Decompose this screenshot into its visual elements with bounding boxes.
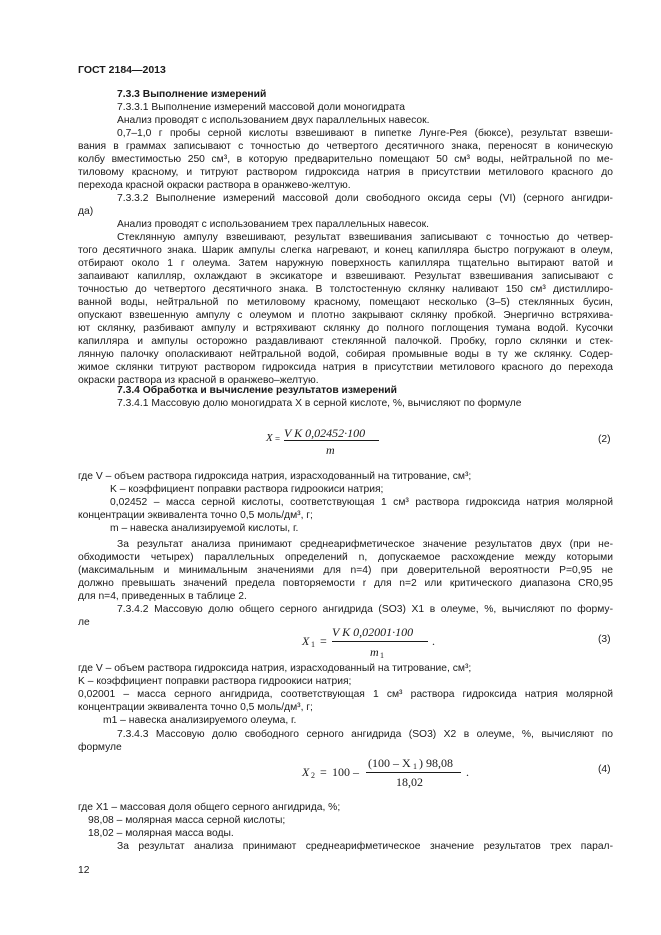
paragraph-line: колбу вместимостью 250 см³, в которую предварительно помещают 50 см³ воды, нейтральной по ме- <box>78 154 613 165</box>
paragraph-line: для n=4, приведенных в таблице 2. <box>78 591 247 602</box>
definition-line: 0,02452 – масса серной кислоты, соответствующая 1 см³ раствора гидроксида натрия молярной <box>110 497 613 508</box>
paragraph-line: ванной воды, нейтральной по метиловому красному, помещают несколько (3–5) стеклянных бусин, <box>78 297 613 308</box>
document-page: ГОСТ 2184—2013 7.3.3 Выполнение измерений 7.3.3.1 Выполнение измерений массовой доли моногидрата Анализ проводят с использованием двух параллельных навесок. 0,7–1,0 г пробы серной кислоты взвешивают в пипетке Лунге-Рея (бюксе), результат взвеши- вания в граммах записывают с точностью до четвертого десятичного знака, переносят в коническую колбу вместимостью 250 см³, в которую предварительно помещают 50 см³ воды, нейтральной по ме- тиловому красному, и титруют раствором гидроксида натрия в присутствии метилового красного до перехода красной окраски раствора в оранжево-желтую. 7.3.3.2 Выполнение измерений массовой доли свободного оксида серы (VI) (серного ангидри- да) Анализ проводят с использованием трех параллельных навесок. Стеклянную ампулу взвешивают, результат взвешивания записывают с точностью до четвер- того десятичного знака. Шарик ампулы слегка нагревают, и конец капилляра быстро погружают в олеум, отбирают около 1 г олеума. Затем наружную поверхность капилляра тщательно вытирают ватой и запаивают капилляр, охлаждают в эксикаторе и взвешивают. Результат взвешивания записывают с точностью до четвертого десятичного знака. В толстостенную склянку наливают 150 см³ дистиллиро- ванной воды, нейтральной по метиловому красному, помещают несколько (3–5) стеклянных бусин, опускают взвешенную ампулу с олеумом и плотно закрывают склянку пробкой. Энергично встряхива- ют склянку, разбивают ампулу и встряхивают склянку до полного поглощения тумана водой. Кусочки капилляра и ампулы осторожно раздавливают стеклянной палочкой. Пробку, горло склянки и стек- лянную палочку ополаскивают нейтральной водой, собирая промывные воды в ту же склянку. Содер- жимое склянки титруют раствором гидроксида натрия в присутствии метилового красного до перехода окраски раствора из красной в оранжево–желтую. 7.3.4 Обработка и вычисление результатов измерений 7.3.4.1 Массовую долю моногидрата X в серной кислоте, %, вычисляют по формуле X = V K 0,02452·100 m (2) где V – объем раствора гидроксида натрия, израсходованный на титрование, см³; K – коэффициент поправки раствора гидроокиси натрия; 0,02452 – масса серной кислоты, соответствующая 1 см³ раствора гидроксида натрия молярной концентрации эквивалента точно 0,5 моль/дм³, г; m – навеска анализируемой кислоты, г. За результат анализа принимают среднеарифметическое значение результатов двух (при не- обходимости четырех) параллельных определений n, допускаемое расхождение между которыми (максимальным и минимальным значениями для n=4) при доверительной вероятности P=0,95 не должно превышать значений предела повторяемости r для n=2 или критического диапазона CR0,95 для n=4, приведенных в таблице 2. 7.3.4.2 Массовую долю общего серного ангидрида (SO3) X1 в олеуме, %, вычисляют по форму- ле X 1 = V K 0,02001·100 m 1 . (3) где V – объем раствора гидроксида натрия, израсходованный на титрование, см³; K – коэффициент поправки раствора гидроокиси натрия; 0,02001 – масса серного ангидрида, соответствующая 1 см³ раствора гидроксида натрия молярной концентрации эквивалента точно 0,5 моль/дм³, г; m1 – навеска анализируемого олеума, г. 7.3.4.3 Массовую долю свободного серного ангидрида (SO3) X2 в олеуме, %, вычисляют по формуле X 2 = 100 – (100 – X 1 ) 98,08 18,02 . (4) где X1 – массовая доля общего серного ангидрида, %; 98,08 – молярная масса серной кислоты; 18,02 – молярная масса воды. За результат анализа принимают среднеарифметическое значение результатов трех парал- 12 <box>78 64 613 876</box>
paragraph-line: (максимальным и минимальным значениями для n=4) при доверительной вероятности P=0,95 не <box>78 565 613 576</box>
section-heading: 7.3.3 Выполнение измерений <box>117 89 267 100</box>
document-header: ГОСТ 2184—2013 <box>78 64 166 76</box>
page-number: 12 <box>78 865 90 876</box>
paragraph-line: Стеклянную ампулу взвешивают, результат взвешивания записывают с точностью до четвер- <box>117 232 613 243</box>
paragraph-line: опускают взвешенную ампулу с олеумом и плотно закрывают склянку пробкой. Энергично встряхива- <box>78 310 613 321</box>
paragraph-line: 0,7–1,0 г пробы серной кислоты взвешивают в пипетке Лунге-Рея (бюксе), результат взвеши- <box>117 128 613 139</box>
paragraph-line: 7.3.4.1 Массовую долю моногидрата X в серной кислоте, %, вычисляют по формуле <box>117 398 522 409</box>
definition-line: m – навеска анализируемой кислоты, г. <box>110 523 299 534</box>
paragraph-line: точностью до четвертого десятичного знака. В толстостенную склянку наливают 150 см³ дистиллиро- <box>78 284 613 295</box>
definition-line: K – коэффициент поправки раствора гидроокиси натрия; <box>78 676 352 687</box>
equation-number: (3) <box>598 634 611 645</box>
paragraph-line: перехода красной окраски раствора в оранжево-желтую. <box>78 180 351 191</box>
definition-line: где V – объем раствора гидроксида натрия, израсходованный на титрование, см³; <box>78 663 472 674</box>
subsection-heading: 7.3.3.2 Выполнение измерений массовой доли свободного оксида серы (VI) (серного ангидри- <box>117 193 613 204</box>
definition-line: 0,02001 – масса серного ангидрида, соответствующая 1 см³ раствора гидроксида натрия молярной <box>78 689 613 700</box>
paragraph-line: вания в граммах записывают с точностью до четвертого десятичного знака, переносят в коническую <box>78 141 613 152</box>
definition-line: где X1 – массовая доля общего серного ангидрида, %; <box>78 802 341 813</box>
paragraph-line: должно превышать значений предела повторяемости r для n=2 или критического диапазона CR0,95 <box>78 578 613 589</box>
section-heading: 7.3.4 Обработка и вычисление результатов измерений <box>117 385 397 396</box>
definition-line: где V – объем раствора гидроксида натрия, израсходованный на титрование, см³; <box>78 471 472 482</box>
fraction-bar <box>332 641 428 642</box>
paragraph-line: отбирают около 1 г олеума. Затем наружную поверхность капилляра тщательно вытирают ватой и <box>78 258 613 269</box>
definition-line: концентрации эквивалента точно 0,5 моль/дм³, г; <box>78 510 313 521</box>
fraction-bar <box>284 440 379 441</box>
paragraph-line: За результат анализа принимают среднеарифметическое значение результатов двух (при не- <box>117 539 613 550</box>
paragraph-line: обходимости четырех) параллельных определений n, допускаемое расхождение между которыми <box>78 552 613 563</box>
paragraph-line: капилляра и ампулы осторожно раздавливают стеклянной палочкой. Пробку, горло склянки и стек- <box>78 336 613 347</box>
paragraph-line: тиловому красному, и титруют раствором гидроксида натрия в присутствии метилового красного до <box>78 167 613 178</box>
paragraph-line: 7.3.4.2 Массовую долю общего серного ангидрида (SO3) X1 в олеуме, %, вычисляют по форму- <box>117 604 613 615</box>
paragraph-line: Анализ проводят с использованием трех параллельных навесок. <box>117 219 429 230</box>
paragraph-line: окраски раствора из красной в оранжево–желтую. <box>78 375 319 386</box>
definition-line: m1 – навеска анализируемого олеума, г. <box>103 715 297 726</box>
paragraph-line: За результат анализа принимают среднеарифметическое значение результатов трех парал- <box>117 841 613 852</box>
paragraph-line: Анализ проводят с использованием двух параллельных навесок. <box>117 115 430 126</box>
paragraph-line: лянную палочку ополаскивают нейтральной водой, собирая промывные воды в ту же склянку. Содер- <box>78 349 613 360</box>
definition-line: 98,08 – молярная масса серной кислоты; <box>88 815 286 826</box>
paragraph-line: ют склянку, разбивают ампулу и встряхивают склянку до полного поглощения тумана водой. Кусочки <box>78 323 613 334</box>
definition-line: K – коэффициент поправки раствора гидроокиси натрия; <box>110 484 384 495</box>
equation-number: (4) <box>598 764 611 775</box>
paragraph-line: того десятичного знака. Шарик ампулы слегка нагревают, и конец капилляра быстро погружают в олеум, <box>78 245 613 256</box>
paragraph-line: запаивают капилляр, охлаждают в эксикаторе и взвешивают. Результат взвешивания записывают с <box>78 271 613 282</box>
equation-number: (2) <box>598 434 611 445</box>
paragraph-line: да) <box>78 206 94 217</box>
paragraph-line: 7.3.4.3 Массовую долю свободного серного ангидрида (SO3) X2 в олеуме, %, вычисляют по <box>117 729 613 740</box>
definition-line: 18,02 – молярная масса воды. <box>88 828 234 839</box>
paragraph-line: жимое склянки титруют раствором гидроксида натрия в присутствии метилового красного до перехода <box>78 362 613 373</box>
fraction-bar <box>366 772 461 773</box>
definition-line: концентрации эквивалента точно 0,5 моль/дм³, г; <box>78 702 313 713</box>
paragraph-line: формуле <box>78 742 122 753</box>
subsection-heading: 7.3.3.1 Выполнение измерений массовой доли моногидрата <box>117 102 405 113</box>
paragraph-line: ле <box>78 617 90 628</box>
